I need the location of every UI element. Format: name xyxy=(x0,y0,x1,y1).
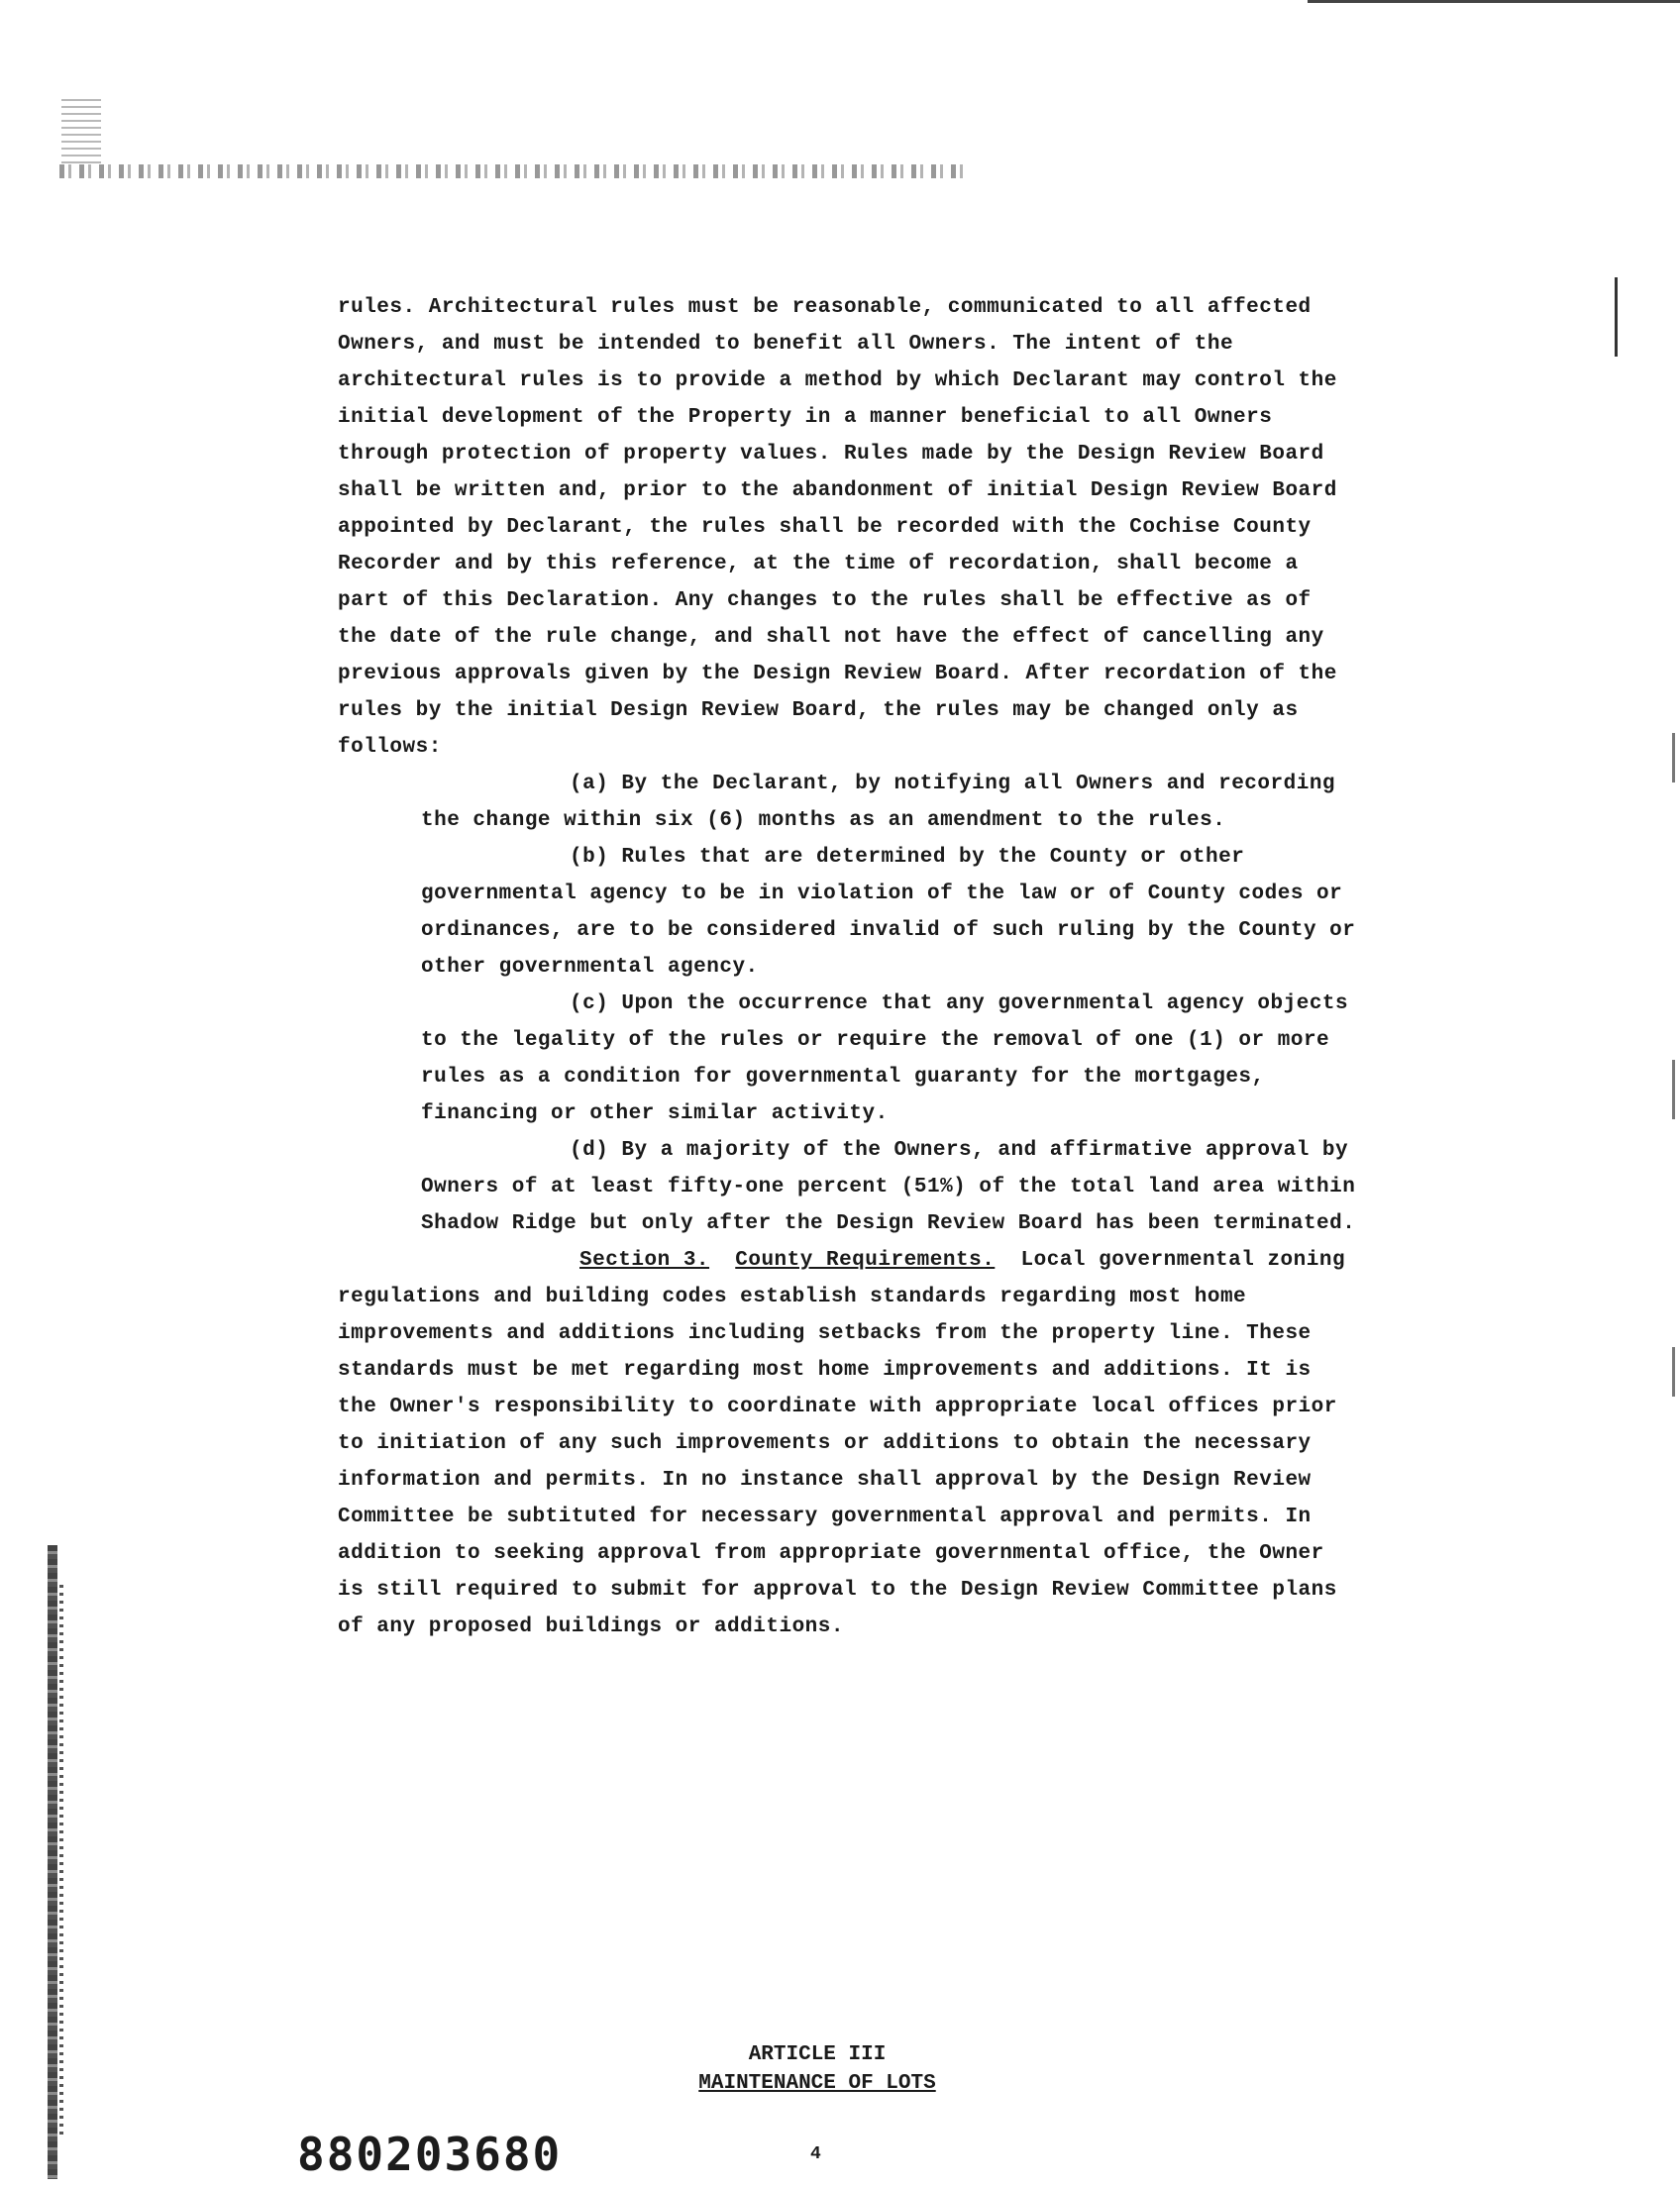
scan-artifact-right-mark xyxy=(1672,733,1675,782)
section-3-text: Local governmental zoning regulations and building codes establish standards regarding most home improvements and additions including setbacks from the property line. These standards must be met regarding most home improvements and additions. It is the Owner's responsibility to coordinate with appropriate local offices prior to initiation of any such improvements or additions to obtain the necessary information and permits. In no instance shall approval by the Design Review Committee be subtituted for necessary governmental approval and permits. In addition to seeking approval from appropriate governmental office, the Owner is still required to submit for approval to the Design Review Committee plans of any proposed buildings or additions. xyxy=(338,1249,1346,1638)
article-subtitle: MAINTENANCE OF LOTS xyxy=(698,2072,936,2095)
scan-artifact-left-edge xyxy=(48,1545,57,2179)
list-item-d: (d) By a majority of the Owners, and affirmative approval by Owners of at least fifty-one percent (51%) of the total land area within Shadow Ridge but only after the Design Review Board has been terminated. xyxy=(421,1139,1356,1235)
scan-artifact-corner-noise xyxy=(61,99,101,168)
section-3-paragraph xyxy=(338,1242,1358,1645)
scan-artifact-top-rule xyxy=(1308,0,1680,3)
scan-artifact-header-noise xyxy=(59,164,971,178)
section-3-heading: County Requirements. xyxy=(735,1249,996,1272)
list-item-b: (b) Rules that are determined by the County or other governmental agency to be in violation of the law or of County codes or ordinances, are to be considered invalid of such ruling by the County or other governmental agency. xyxy=(421,846,1356,979)
article-heading xyxy=(594,2040,1040,2098)
page-number: 4 xyxy=(810,2144,821,2164)
section-3-label: Section 3. xyxy=(579,1249,710,1272)
paragraph-architectural-rules: rules. Architectural rules must be reasonable, communicated to all affected Owners, and must be intended to benefit all Owners. The intent of the architectural rules is to provide a method by which Declarant may control the initial development of the Property in a manner beneficial to all Owners through protection of property values. Rules made by the Design Review Board shall be written and, prior to the abandonment of initial Design Review Board appointed by Declarant, the rules shall be recorded with the Cochise County Recorder and by this reference, at the time of recordation, shall become a part of this Declaration. Any changes to the rules shall be effective as of the date of the rule change, and shall not have the effect of cancelling any previous approvals given by the Design Review Board. After recordation of the rules by the initial Design Review Board, the rules may be changed only as follows: xyxy=(338,296,1337,759)
scan-artifact-right-bar xyxy=(1615,277,1618,357)
list-item-a: (a) By the Declarant, by notifying all Owners and recording the change within six (6) months as an amendment to the rules. xyxy=(421,773,1336,832)
list-item-c: (c) Upon the occurrence that any governmental agency objects to the legality of the rules or require the removal of one (1) or more rules as a condition for governmental guaranty for the mortgages, financing or other similar activity. xyxy=(421,992,1349,1125)
scan-artifact-right-mark xyxy=(1672,1347,1675,1397)
document-number-stamp: 880203680 xyxy=(297,2128,563,2181)
scan-artifact-right-mark xyxy=(1672,1060,1675,1119)
article-title: ARTICLE III xyxy=(748,2043,887,2066)
body-text xyxy=(338,289,1358,1645)
scan-artifact-left-edge-inner xyxy=(59,1585,63,2139)
